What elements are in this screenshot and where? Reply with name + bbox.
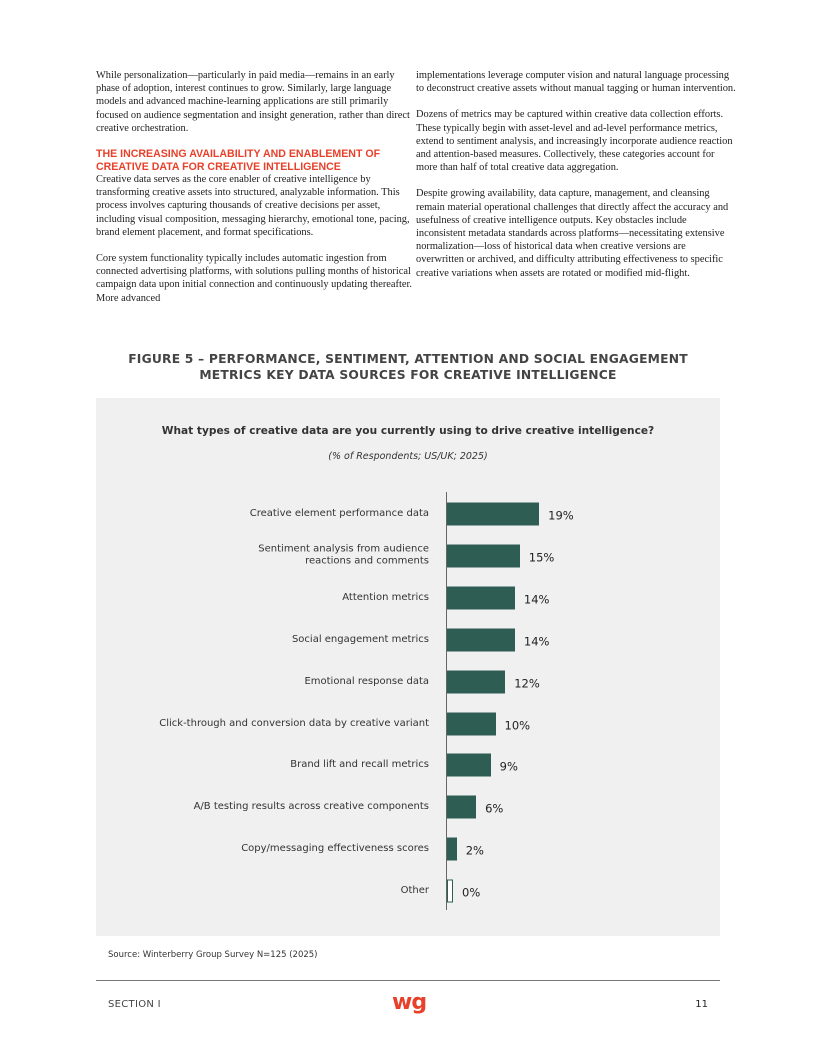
bar [447,880,453,903]
figure-title [96,351,720,383]
data-label: 12% [514,675,540,690]
data-label: 6% [485,801,504,816]
chart-axis [446,492,447,910]
data-label: 14% [523,634,550,649]
bar [447,670,505,693]
paragraph: While personalization—particularly in paid media—remains in an early phase of adoption, interest continues to grow. Similarly, large language models and advanced machine-learning applications are still primarily focused on audience segmentation and insight generation, rather than direct creative orchestration. [96,70,410,134]
bar [447,712,496,735]
category-label: Copy/messaging effectiveness scores [241,842,429,854]
paragraph: Despite growing availability, data capture, management, and cleansing remain material operational challenges that directly affect the accuracy and usefulness of creative intelligence outputs. Key obstacles include inconsistent metadata standards across platforms—necessitating extensive normalization—loss of historical data when creative versions are overwritten or archived, and difficulty attributing effectiveness to specific creative variations when assets are rotated or modified mid-flight. [416,188,729,279]
category-label: Social engagement metrics [291,633,429,645]
data-label: 9% [499,759,518,774]
bar [447,544,520,567]
bar [447,503,539,526]
category-label: Brand lift and recall metrics [290,759,429,771]
category-label: Other [400,884,429,896]
chart-subtitle: (% of Respondents; US/UK; 2025) [328,451,488,462]
figure-title-line: FIGURE 5 – PERFORMANCE, SENTIMENT, ATTENTION AND SOCIAL ENGAGEMENT [128,352,688,366]
bar [447,628,515,651]
paragraph: implementations leverage computer vision and natural language processing to deconstruct creative assets without manual tagging or human intervention. [416,70,736,95]
paragraph: Dozens of metrics may be captured within creative data collection efforts. These typically begin with asset-level and ad-level performance metrics, extend to sentiment analysis, and increasingly incorporate audience reaction and attention-based measures. Collectively, these categories account for more than half of total creative data aggregation. [416,109,733,174]
page-number: 11 [695,999,708,1010]
category-label: Creative element performance data [249,507,429,519]
bar [447,586,515,609]
category-label: Sentiment analysis from audience reactions and comments [258,543,429,567]
category-label: Attention metrics [342,591,429,603]
data-label: 19% [548,508,574,523]
category-label: A/B testing results across creative components [193,801,429,813]
paragraph: Creative data serves as the core enabler of creative intelligence by transforming creative assets into structured, analyzable information. This process involves capturing thousands of creative decisions per asset, including visual composition, messaging hierarchy, emotional tone, pacing, brand element placement, and format specifications. [96,174,410,238]
footer-divider [96,980,720,981]
data-label: 15% [528,550,555,565]
footer-section: SECTION I [108,999,161,1010]
section-heading: THE INCREASING AVAILABILITY AND ENABLEMENT OF CREATIVE DATA FOR CREATIVE INTELLIGENCE [96,148,381,173]
data-label: 10% [504,717,531,732]
chart-title: What types of creative data are you currently using to drive creative intelligence? [161,425,655,437]
category-label: Emotional response data [304,675,429,687]
paragraph: Core system functionality typically includes automatic ingestion from connected advertising platforms, with solutions pulling months of historical campaign data upon initial connection and continuously updating thereafter. More advanced [96,253,412,304]
wg-logo: wg [392,990,427,1015]
bar [447,796,476,819]
bar [447,754,491,777]
text-column-right [416,69,736,293]
data-label: 2% [465,843,484,858]
text-column-left [96,69,416,318]
data-label: 0% [462,885,481,900]
bar [447,838,457,861]
figure-source: Source: Winterberry Group Survey N=125 (2025) [108,950,318,960]
figure-title-line: METRICS KEY DATA SOURCES FOR CREATIVE INTELLIGENCE [199,368,617,382]
category-label: Click-through and conversion data by creative variant [159,717,429,729]
data-label: 14% [523,592,550,607]
